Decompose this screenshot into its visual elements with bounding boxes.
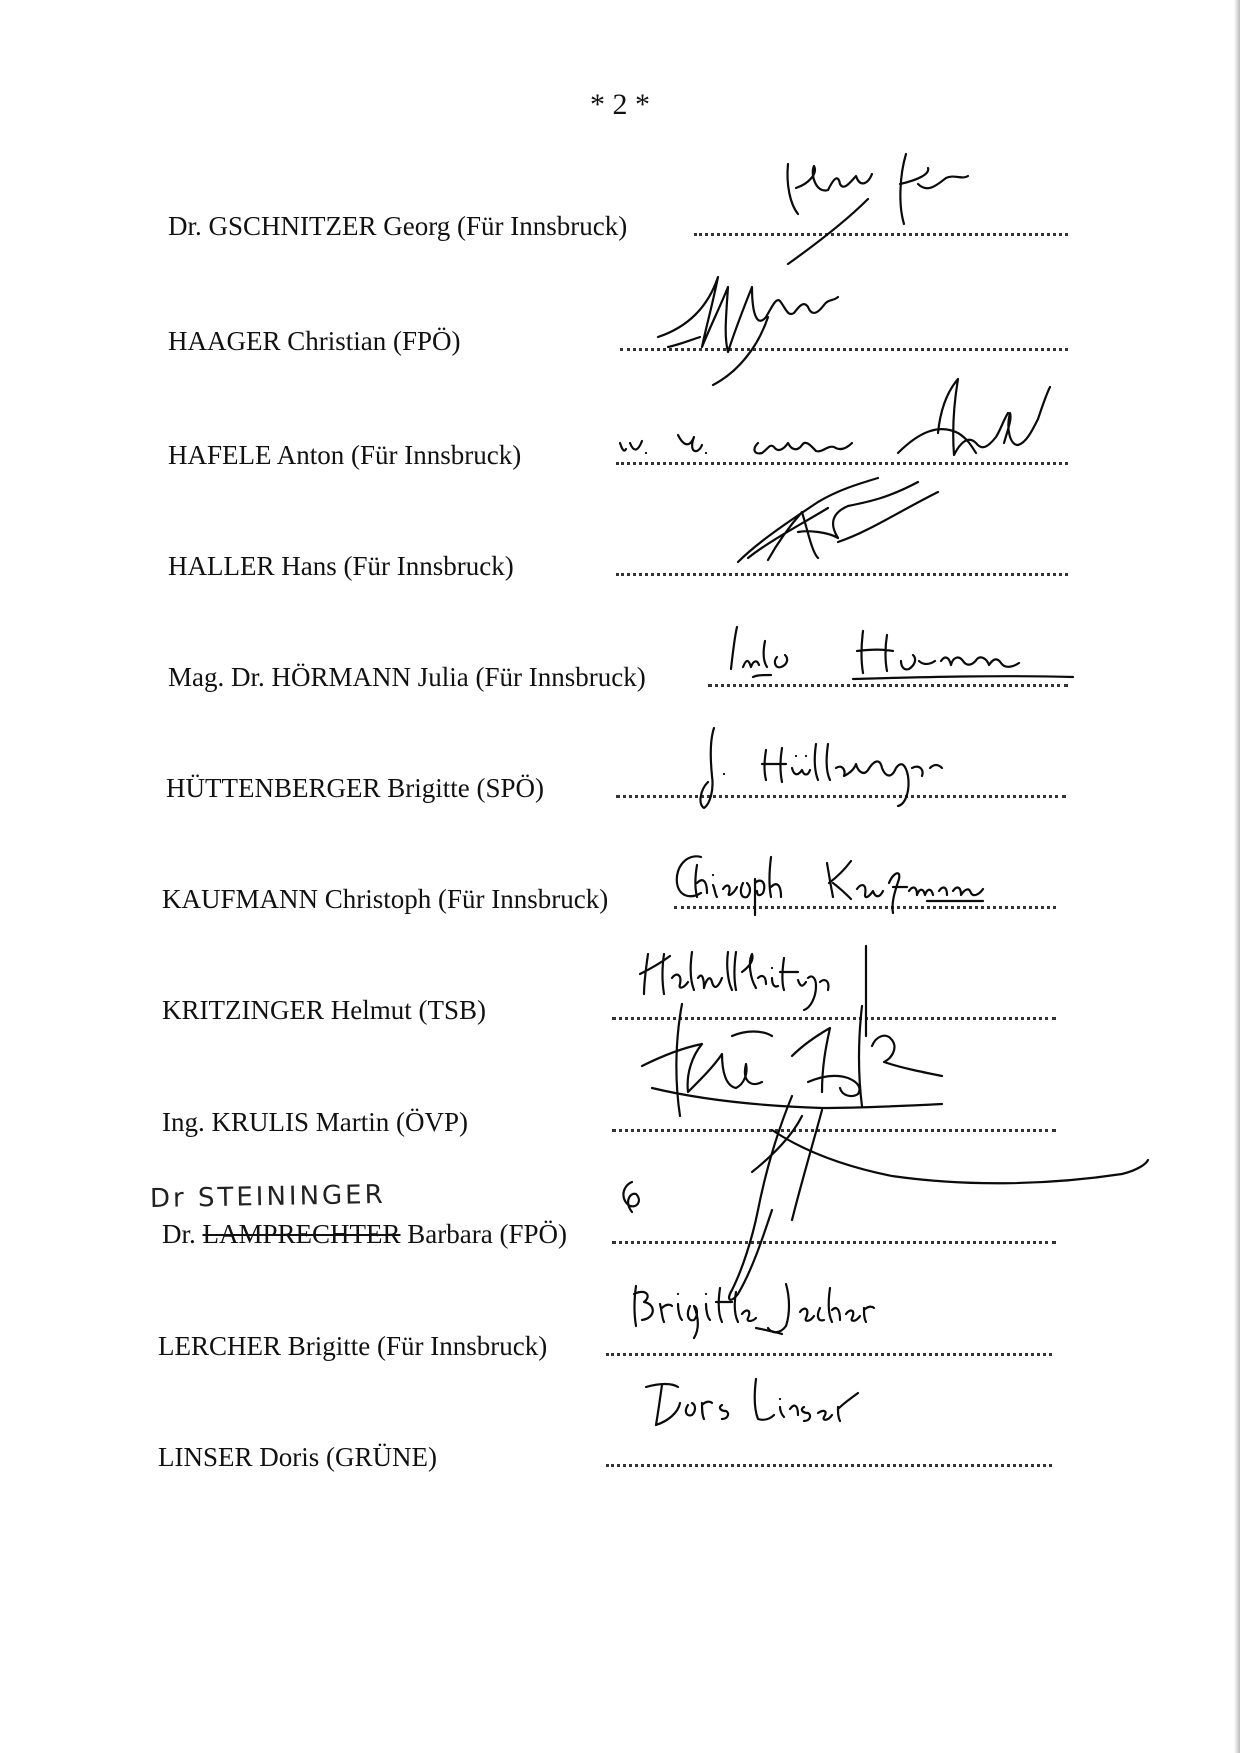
name-suffix: Barbara (FPÖ) [407,1219,567,1249]
signatory-name: HAAGER Christian (FPÖ) [168,326,461,356]
handwritten-correction: Dr STEININGER [149,1179,386,1215]
signatory-name: LINSER Doris (GRÜNE) [158,1442,437,1472]
signature-hoermann [723,621,1083,693]
signatory-row [168,297,1068,357]
signatory-name: Dr. GSCHNITZER Georg (Für Innsbruck) [168,211,628,241]
name-prefix: Dr. [162,1219,196,1249]
signatory-name: KRITZINGER Helmut (TSB) [162,995,486,1025]
signature-huettenberger [676,720,1036,816]
signatory-row [162,1190,1162,1250]
signatory-name: HAFELE Anton (Für Innsbruck) [168,440,522,470]
signatory-row [158,1302,1058,1362]
signature-line [606,1464,1052,1467]
signature-linser [636,1369,896,1439]
page-number: * 2 * [590,88,650,121]
scan-edge [1234,0,1240,1753]
signatory-row [166,744,1066,804]
signatory-name: LERCHER Brigitte (Für Innsbruck) [158,1331,548,1361]
signatory-name: Ing. KRULIS Martin (ÖVP) [162,1107,468,1137]
signatory-name: KAUFMANN Christoph (Für Innsbruck) [162,884,609,914]
signatory-name [162,1218,567,1250]
signature-haller [728,472,948,572]
signatory-name: HÜTTENBERGER Brigitte (SPÖ) [166,773,544,803]
signature-gschnitzer [768,144,1028,254]
signatory-name: Mag. Dr. HÖRMANN Julia (Für Innsbruck) [168,662,646,692]
signatory-row [168,182,1068,242]
signature-line [616,573,1068,576]
signature-lercher [616,1268,896,1358]
signatory-row [168,633,1088,693]
struck-name: LAMPRECHTER [202,1219,401,1249]
signature-kaufmann [667,843,1007,919]
signatory-row [162,855,1062,915]
signatory-row [158,1413,1058,1473]
signature-hafele [608,373,1088,473]
signatory-name: HALLER Hans (Für Innsbruck) [168,551,514,581]
signatory-row [168,522,1068,582]
signature-haager [648,257,948,387]
signatory-row [168,411,1068,471]
